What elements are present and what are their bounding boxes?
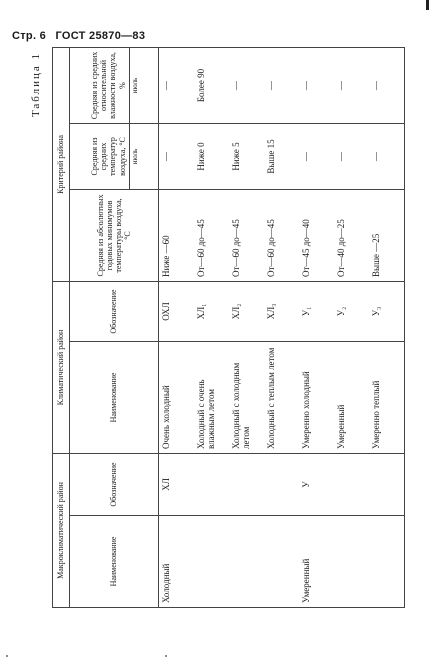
table-row <box>159 47 195 607</box>
group-header-macro: Макроклиматический район <box>53 453 70 607</box>
column-header: Обозначение <box>70 453 159 515</box>
humidity-cell: — <box>334 47 369 123</box>
month-label: июль <box>129 48 140 123</box>
macro-name-cell <box>194 516 229 608</box>
name-cell: Умеренно теплый <box>369 341 405 453</box>
column-header <box>70 123 159 189</box>
name-cell: Холодный с теплым летом <box>264 341 299 453</box>
humidity-cell: — <box>264 47 299 123</box>
column-header: Наименование <box>70 341 159 453</box>
column-header-text: Средняя из средних температур воздуха, °С <box>90 137 127 176</box>
macro-name-cell <box>369 516 405 608</box>
table-row <box>299 47 334 607</box>
humidity-cell: Более 90 <box>194 47 229 123</box>
july-temp-cell: Выше 15 <box>264 123 299 189</box>
month-label: июль <box>129 124 140 189</box>
corner-mark <box>426 0 429 10</box>
macro-name-cell: Холодный <box>159 516 195 608</box>
july-temp-cell: — <box>334 123 369 189</box>
column-header: Обозначение <box>70 281 159 341</box>
july-temp-cell: Ниже 5 <box>229 123 264 189</box>
humidity-cell: — <box>369 47 405 123</box>
group-header-criteria: Критерий района <box>53 47 70 281</box>
min-temp-cell: От—45 до—40 <box>299 189 334 281</box>
name-cell: Очень холодный <box>159 341 195 453</box>
standard-number: ГОСТ 25870—83 <box>55 30 146 42</box>
macro-name-cell <box>264 516 299 608</box>
code-cell: У₃ <box>369 281 405 341</box>
macro-code-cell <box>229 453 264 515</box>
page-number: Стр. 6 <box>12 30 47 42</box>
code-cell: ХЛ₃ <box>264 281 299 341</box>
humidity-cell: — <box>299 47 334 123</box>
july-temp-cell: Ниже 0 <box>194 123 229 189</box>
min-temp-cell: От—60 до—45 <box>229 189 264 281</box>
macro-code-cell <box>194 453 229 515</box>
table-row <box>194 47 229 607</box>
name-cell: Умеренно холодный <box>299 341 334 453</box>
scan-speck <box>165 655 167 657</box>
macro-code-cell: ХЛ <box>159 453 195 515</box>
macro-code-cell <box>264 453 299 515</box>
group-header-climate: Климатический район <box>53 281 70 453</box>
macro-code-cell: У <box>299 453 334 515</box>
name-cell: Умеренный <box>334 341 369 453</box>
table-row <box>264 47 299 607</box>
rotated-table-block <box>30 48 422 608</box>
july-temp-cell: — <box>159 123 195 189</box>
humidity-cell: — <box>159 47 195 123</box>
macro-name-cell: Умеренный <box>299 516 334 608</box>
min-temp-cell: От—60 до—45 <box>264 189 299 281</box>
macro-name-cell <box>334 516 369 608</box>
july-temp-cell: — <box>299 123 334 189</box>
min-temp-cell: От—40 до—25 <box>334 189 369 281</box>
column-header: Средняя из абсолютных годовых минимумов температуры воздуха, °С <box>70 189 159 281</box>
code-cell: ХЛ₂ <box>229 281 264 341</box>
code-cell: У₁ <box>299 281 334 341</box>
july-temp-cell: — <box>369 123 405 189</box>
name-cell: Холодный с очень влажным летом <box>194 341 229 453</box>
table-caption: Таблица 1 <box>30 52 42 118</box>
macro-name-cell <box>229 516 264 608</box>
min-temp-cell: Ниже —60 <box>159 189 195 281</box>
macro-code-cell <box>334 453 369 515</box>
code-cell: ОХЛ <box>159 281 195 341</box>
table-row <box>369 47 405 607</box>
code-cell: ХЛ₁ <box>194 281 229 341</box>
min-temp-cell: От—60 до—45 <box>194 189 229 281</box>
humidity-cell: — <box>229 47 264 123</box>
table-row <box>334 47 369 607</box>
column-header: Наименование <box>70 516 159 608</box>
column-header <box>70 47 159 123</box>
name-cell: Холодный с холодным летом <box>229 341 264 453</box>
table-row <box>229 47 264 607</box>
scan-speck <box>6 655 8 657</box>
macro-code-cell <box>369 453 405 515</box>
page-header <box>12 30 151 42</box>
column-header-text: Средняя из средних относительной влажности воздуха, % <box>90 51 127 120</box>
code-cell: У₂ <box>334 281 369 341</box>
climate-regions-table <box>52 47 405 608</box>
min-temp-cell: Выше —25 <box>369 189 405 281</box>
